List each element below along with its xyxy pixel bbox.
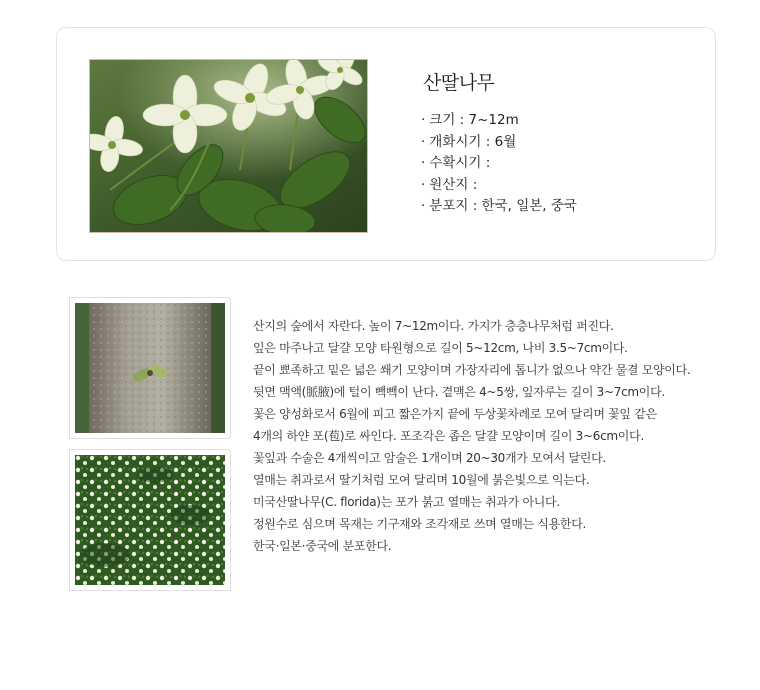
info-value: 7~12m [468,112,519,128]
info-item-size: · 크기 : 7~12m [421,112,519,128]
description-line: 잎은 마주나고 달걀 모양 타원형으로 길이 5~12cm, 나비 3.5~7cm이다. [253,341,628,355]
bullet: · [421,133,426,150]
info-label: 크기 [429,112,456,128]
description-line: 4개의 하얀 포(苞)로 싸인다. 포조각은 좁은 달걀 모양이며 길이 3~6cm이다. [253,429,644,443]
tree-in-bloom-photo [75,455,225,585]
description-line: 한국·일본·중국에 분포한다. [253,539,392,553]
bark-photo [75,303,225,433]
description-line: 끝이 뾰족하고 밑은 넓은 쐐기 모양이며 가장자리에 톱니가 없으나 약간 물결 모양이다. [253,363,691,377]
info-label: 개화시기 [429,133,482,150]
plant-description [253,315,743,557]
description-line: 뒷면 맥액(脈腋)에 털이 빽빽이 난다. 곁맥은 4~5쌍, 잎자루는 길이 3~7cm이다. [253,385,665,399]
info-item-harvest-season: · 수확시기 : [421,155,491,171]
description-line: 정원수로 심으며 목재는 기구재와 조각재로 쓰며 열매는 식용한다. [253,517,587,531]
plant-summary-card [56,27,716,261]
description-line: 미국산딸나무(C. florida)는 포가 붉고 열매는 취과가 아니다. [253,495,560,509]
description-line: 열매는 취과로서 딸기처럼 모여 달리며 10월에 붉은빛으로 익는다. [253,473,590,487]
info-label: 원산지 [429,176,469,193]
plant-title: 산딸나무 [423,72,495,94]
bullet: · [421,112,426,128]
description-line: 산지의 숲에서 자란다. 높이 7~12m이다. 가지가 층층나무처럼 퍼진다. [253,319,614,333]
bloom-thumbnail [69,449,231,591]
description-line: 꽃잎과 수술은 4개씩이고 암술은 1개이며 20~30개가 모여서 달린다. [253,451,606,465]
plant-info-list [421,110,577,218]
info-value: 한국, 일본, 중국 [481,198,577,214]
info-item-origin: · 원산지 : [421,176,478,193]
bark-thumbnail [69,297,231,439]
info-label: 수확시기 [429,155,482,171]
info-item-distribution: · 분포지 : 한국, 일본, 중국 [421,198,577,214]
info-item-bloom-season: · 개화시기 : 6월 [421,133,517,150]
info-value: 6월 [494,133,517,150]
bullet: · [421,176,426,193]
bullet: · [421,198,426,214]
info-label: 분포지 [429,198,469,214]
bullet: · [421,155,426,171]
plant-main-photo [89,59,368,233]
description-line: 꽃은 양성화로서 6월에 피고 짧은가지 끝에 두상꽃차례로 모여 달리며 꽃잎 같은 [253,407,657,421]
flowering-branch-photo [90,60,367,232]
